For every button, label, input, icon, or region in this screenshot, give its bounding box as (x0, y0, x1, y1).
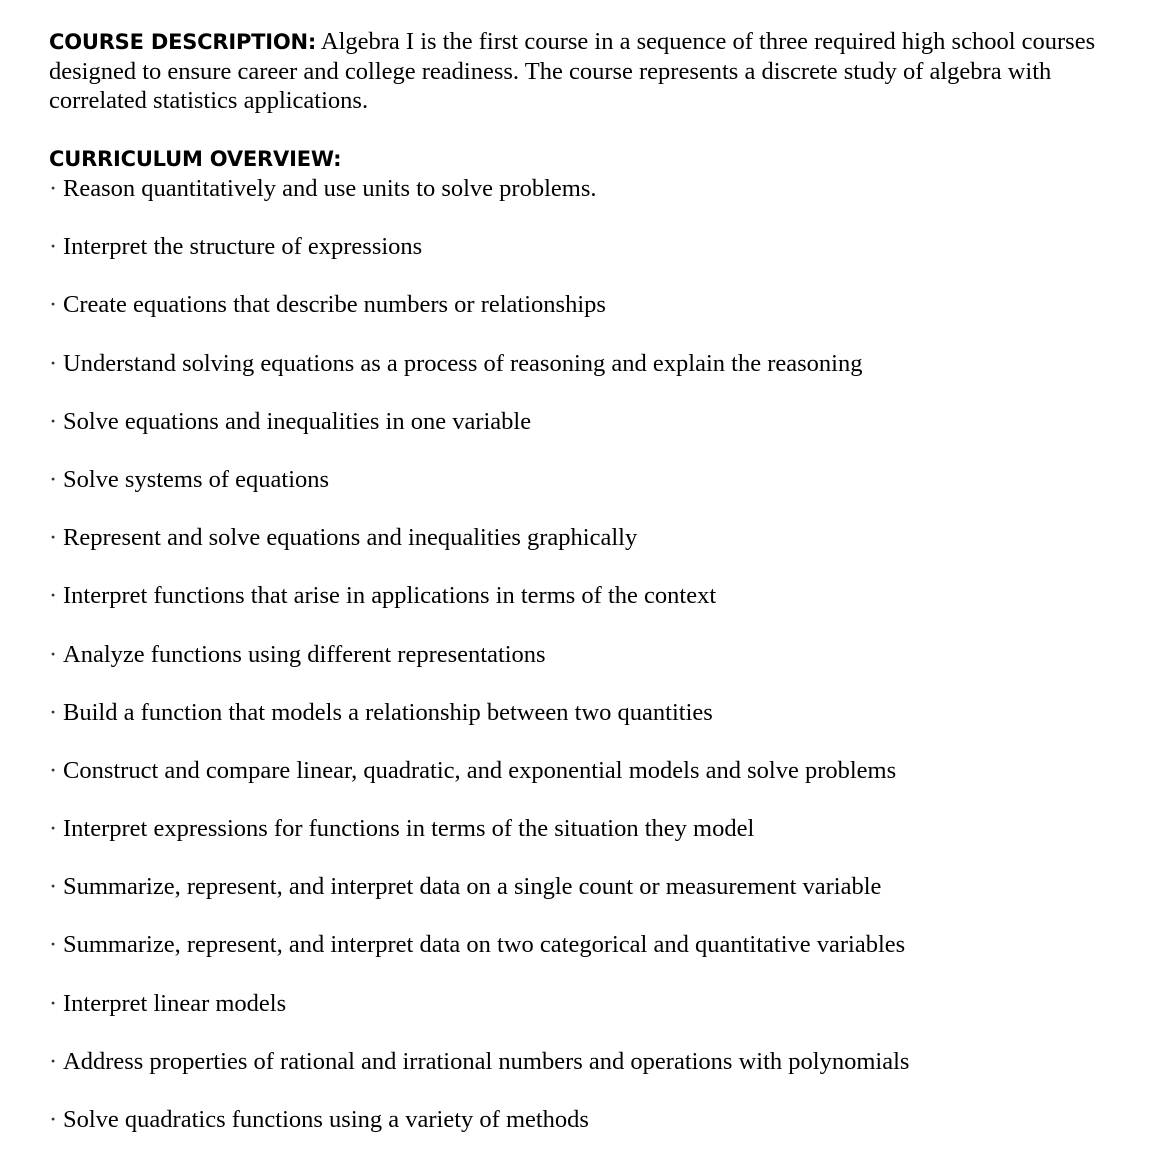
list-item (49, 698, 1149, 727)
list-item-text: Build a function that models a relationship between two quantities (63, 698, 713, 726)
list-item-text: Solve equations and inequalities in one variable (63, 407, 532, 435)
bullet-icon: · (49, 175, 58, 202)
bullet-icon: · (49, 233, 58, 261)
bullet-icon: · (49, 1047, 58, 1075)
list-item-text: Analyze functions using different representations (63, 640, 546, 668)
bullet-icon: · (49, 1106, 58, 1133)
list-item-text: Summarize, represent, and interpret data on a single count or measurement variable (63, 873, 882, 901)
list-item (49, 581, 1149, 610)
list-item-text: Summarize, represent, and interpret data on two categorical and quantitative variables (63, 931, 906, 959)
bullet-icon: · (49, 291, 58, 319)
list-item (49, 930, 1149, 959)
bullet-icon: · (49, 815, 58, 843)
list-item-text: Interpret the structure of expressions (63, 233, 423, 261)
course-description-label: COURSE DESCRIPTION: (49, 30, 317, 54)
list-item-text: Interpret functions that arise in applications in terms of the context (63, 582, 717, 610)
list-item-text: Solve quadratics functions using a variety of methods (63, 1106, 589, 1133)
curriculum-overview-title: CURRICULUM OVERVIEW: (49, 147, 342, 171)
list-item (49, 174, 1149, 203)
list-item-text: Solve systems of equations (63, 465, 330, 493)
list-item-text: Interpret linear models (63, 989, 287, 1017)
list-item-text: Construct and compare linear, quadratic, and exponential models and solve problems (63, 756, 897, 784)
list-item (49, 232, 1149, 261)
curriculum-overview-list (49, 174, 1149, 1134)
bullet-icon: · (49, 465, 58, 493)
list-item (49, 523, 1149, 552)
list-item (49, 407, 1149, 436)
bullet-icon: · (49, 407, 58, 435)
list-item-text: Represent and solve equations and inequalities graphically (63, 524, 638, 552)
course-description-text: Algebra I is the first course in a sequence of three required high school courses designed to ensure career and college readiness. The course represents a discrete study of algebra with correlated statistics applications. (49, 28, 1096, 114)
list-item (49, 989, 1149, 1018)
bullet-icon: · (49, 931, 58, 959)
bullet-icon: · (49, 582, 58, 610)
list-item-text: Create equations that describe numbers or relationships (63, 291, 606, 319)
course-description (49, 27, 1149, 115)
document-page (49, 27, 1149, 1163)
bullet-icon: · (49, 698, 58, 726)
list-item-text: Interpret expressions for functions in terms of the situation they model (63, 815, 755, 843)
list-item (49, 640, 1149, 669)
bullet-icon: · (49, 349, 58, 377)
list-item-text: Understand solving equations as a process of reasoning and explain the reasoning (63, 349, 863, 377)
list-item-text: Address properties of rational and irrational numbers and operations with polynomials (63, 1047, 910, 1075)
list-item (49, 465, 1149, 494)
bullet-icon: · (49, 989, 58, 1017)
bullet-icon: · (49, 873, 58, 901)
bullet-icon: · (49, 756, 58, 784)
list-item (49, 349, 1149, 378)
list-item (49, 756, 1149, 785)
list-item (49, 814, 1149, 843)
list-item (49, 290, 1149, 319)
list-item (49, 872, 1149, 901)
list-item (49, 1047, 1149, 1076)
bullet-icon: · (49, 640, 58, 668)
bullet-icon: · (49, 524, 58, 552)
list-item-text: Reason quantitatively and use units to solve problems. (63, 175, 597, 202)
list-item (49, 1105, 1149, 1134)
